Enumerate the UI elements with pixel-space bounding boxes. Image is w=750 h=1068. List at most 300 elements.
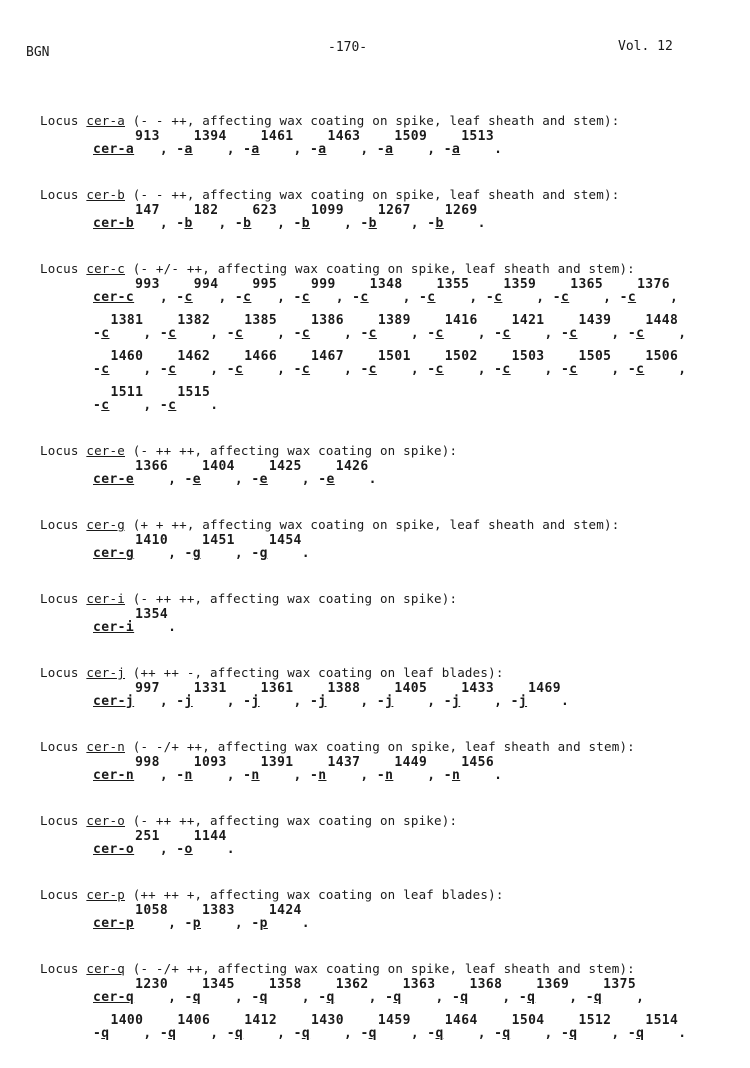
allele-number: 1386 (311, 313, 344, 328)
allele-separator: . (494, 768, 503, 783)
allele-separator: , -j (494, 694, 528, 709)
allele-number: 1437 (327, 755, 361, 770)
locus-description: (++ ++ +, affecting wax coating on leaf blades): (132, 887, 504, 902)
locus-name: cer-i (86, 591, 125, 606)
allele-number: 1365 (570, 277, 604, 292)
locus-name: cer-b (86, 187, 125, 202)
allele-letter: c (101, 326, 110, 341)
allele-separator: , -n (226, 768, 260, 783)
allele-number: 1144 (193, 829, 227, 844)
locus-description: (- - ++, affecting wax coating on spike, leaf sheath and stem): (132, 113, 620, 128)
allele-letter: e (259, 472, 268, 487)
allele-number: 1509 (394, 129, 428, 144)
allele-number: 1093 (193, 755, 227, 770)
allele-number: 1230 (135, 977, 169, 992)
allele-letter: c (435, 326, 444, 341)
allele-letter: c (427, 290, 436, 305)
allele-separator: , -n (159, 768, 193, 783)
allele-number: 1515 (177, 385, 211, 400)
allele-separator: , -c (477, 326, 511, 341)
gene-symbol: cer-c (93, 290, 135, 305)
allele-list (40, 607, 740, 646)
locus-word: Locus (40, 813, 87, 828)
allele-number: 1421 (511, 313, 545, 328)
allele-separator: , -b (410, 216, 444, 231)
allele-number: 1454 (268, 533, 302, 548)
allele-number: 147 (135, 203, 160, 218)
allele-number: 1058 (135, 903, 169, 918)
allele-letter: c (636, 362, 645, 377)
allele-number: 995 (252, 277, 278, 292)
allele-number: 1406 (177, 1013, 211, 1028)
locus-description: (++ ++ -, affecting wax coating on leaf blades): (132, 665, 504, 680)
allele-letter: c (101, 398, 110, 413)
allele-separator: , -c (277, 326, 311, 341)
locus-description: (- ++ ++, affecting wax coating on spike): (132, 443, 458, 458)
allele-number: 1376 (637, 277, 670, 292)
allele-number: 997 (135, 681, 160, 696)
allele-separator: , -a (360, 142, 394, 157)
gene-symbol: cer-j (93, 694, 135, 709)
allele-number: 1389 (377, 313, 411, 328)
allele-list (40, 755, 740, 794)
allele-letter: q (569, 1026, 578, 1041)
volume-label: Vol. 12 (618, 39, 673, 54)
allele-separator: . (226, 842, 235, 857)
allele-number: 1503 (511, 349, 545, 364)
allele-separator: , -e (301, 472, 335, 487)
allele-number: 1391 (260, 755, 294, 770)
allele-number: 1505 (578, 349, 612, 364)
allele-list (40, 349, 740, 388)
allele-list (40, 533, 740, 572)
page-number: -170- (328, 40, 368, 55)
allele-letter: n (184, 768, 193, 783)
allele-number: 1331 (193, 681, 227, 696)
allele-separator: , -c (477, 362, 511, 377)
allele-number: 1358 (268, 977, 302, 992)
allele-letter: c (636, 326, 645, 341)
allele-letter: b (301, 216, 311, 231)
allele-number: 1448 (645, 313, 679, 328)
allele-number: 1460 (110, 349, 144, 364)
allele-letter: n (385, 768, 394, 783)
allele-separator: , -c (603, 290, 637, 305)
allele-separator: , -c (536, 290, 570, 305)
allele-separator: , -q (343, 1026, 377, 1041)
locus-block-cer-g (40, 514, 740, 572)
allele-separator: -q (93, 1026, 110, 1041)
allele-number: 913 (135, 129, 160, 144)
allele-number: 999 (311, 277, 336, 292)
allele-number: 1382 (177, 313, 211, 328)
locus-name: cer-g (86, 517, 125, 532)
allele-letter: c (301, 290, 311, 305)
allele-separator: , -c (611, 326, 645, 341)
allele-separator: , -c (343, 362, 377, 377)
allele-letter: j (385, 694, 394, 709)
allele-list (40, 459, 740, 498)
allele-list (40, 203, 740, 242)
allele-separator: , -q (477, 1026, 511, 1041)
allele-letter: q (368, 1026, 377, 1041)
allele-letter: p (192, 916, 201, 931)
allele-number: 1451 (202, 533, 235, 548)
allele-number: 1469 (528, 681, 561, 696)
allele-letter: j (451, 694, 461, 709)
allele-separator: , -q (544, 1026, 578, 1041)
locus-name: cer-e (86, 443, 125, 458)
allele-separator: , -n (427, 768, 461, 783)
allele-separator: , -o (159, 842, 193, 857)
allele-separator: , -c (159, 290, 193, 305)
gene-symbol: cer-a (93, 142, 135, 157)
allele-letter: b (243, 216, 252, 231)
allele-letter: g (192, 546, 201, 561)
allele-separator: , -j (427, 694, 461, 709)
allele-list (40, 977, 740, 1016)
allele-separator: , (636, 990, 645, 1005)
allele-separator: , (670, 290, 679, 305)
allele-number: 1355 (436, 277, 470, 292)
allele-number: 1369 (536, 977, 570, 992)
allele-separator: , -a (159, 142, 193, 157)
allele-separator: , -c (611, 362, 645, 377)
allele-letter: c (168, 326, 177, 341)
allele-letter: o (184, 842, 193, 857)
allele-separator: , -j (226, 694, 260, 709)
allele-letter: c (560, 290, 570, 305)
allele-separator: , -q (234, 990, 268, 1005)
allele-letter: c (184, 290, 193, 305)
allele-number: 1400 (110, 1013, 144, 1028)
allele-number: 1345 (202, 977, 235, 992)
allele-separator: , -q (277, 1026, 311, 1041)
allele-letter: c (301, 326, 311, 341)
allele-letter: c (494, 290, 503, 305)
allele-letter: a (385, 142, 394, 157)
allele-list (40, 385, 740, 424)
allele-separator: , -c (210, 362, 244, 377)
allele-separator: , -a (293, 142, 327, 157)
page-header (0, 40, 750, 60)
allele-letter: n (451, 768, 461, 783)
locus-word: Locus (40, 739, 87, 754)
allele-separator: . (301, 546, 311, 561)
allele-separator: , -j (159, 694, 193, 709)
locus-name: cer-a (86, 113, 125, 128)
allele-number: 1462 (177, 349, 211, 364)
allele-number: 1388 (327, 681, 361, 696)
allele-list (40, 277, 740, 316)
allele-number: 1359 (503, 277, 537, 292)
locus-block-cer-a (40, 110, 740, 168)
allele-separator: . (301, 916, 311, 931)
allele-number: 1383 (202, 903, 235, 918)
allele-number: 1426 (335, 459, 369, 474)
locus-name: cer-c (86, 261, 125, 276)
locus-block-cer-p (40, 884, 740, 942)
allele-letter: p (259, 916, 268, 931)
allele-separator: , -c (343, 326, 377, 341)
allele-number: 1425 (268, 459, 302, 474)
allele-letter: g (259, 546, 268, 561)
allele-number: 182 (193, 203, 219, 218)
locus-word: Locus (40, 187, 87, 202)
gene-symbol: cer-n (93, 768, 135, 783)
allele-number: 1511 (110, 385, 144, 400)
allele-number: 1502 (444, 349, 478, 364)
locus-list (40, 110, 740, 1068)
allele-number: 1513 (461, 129, 495, 144)
locus-block-cer-q (40, 958, 740, 1052)
allele-separator: , -c (469, 290, 503, 305)
allele-letter: c (243, 290, 252, 305)
allele-letter: q (636, 1026, 645, 1041)
locus-name: cer-n (86, 739, 125, 754)
allele-number: 1464 (444, 1013, 478, 1028)
allele-letter: b (184, 216, 193, 231)
allele-number: 1424 (268, 903, 302, 918)
allele-letter: q (527, 990, 536, 1005)
gene-symbol: cer-o (93, 842, 135, 857)
allele-separator: , -e (234, 472, 268, 487)
allele-letter: c (502, 326, 511, 341)
allele-number: 1375 (603, 977, 637, 992)
allele-letter: j (318, 694, 327, 709)
gene-symbol: cer-e (93, 472, 135, 487)
allele-number: 1430 (311, 1013, 344, 1028)
allele-number: 1506 (645, 349, 679, 364)
allele-list (40, 829, 740, 868)
locus-block-cer-n (40, 736, 740, 794)
gene-symbol: cer-b (93, 216, 135, 231)
allele-number: 1439 (578, 313, 612, 328)
allele-letter: n (251, 768, 260, 783)
allele-letter: c (368, 362, 377, 377)
allele-separator: , -p (168, 916, 201, 931)
allele-separator: . (210, 398, 219, 413)
allele-number: 1456 (461, 755, 495, 770)
allele-number: 1466 (244, 349, 278, 364)
locus-word: Locus (40, 591, 87, 606)
allele-letter: c (360, 290, 369, 305)
allele-separator: , -g (234, 546, 268, 561)
allele-separator: , -q (611, 1026, 645, 1041)
allele-separator: . (678, 1026, 687, 1041)
allele-letter: a (451, 142, 461, 157)
locus-word: Locus (40, 443, 87, 458)
allele-number: 1363 (402, 977, 436, 992)
allele-number: 1404 (202, 459, 235, 474)
gene-symbol: cer-g (93, 546, 135, 561)
allele-number: 1361 (260, 681, 294, 696)
allele-separator: , -c (277, 290, 311, 305)
allele-separator: , -c (410, 362, 444, 377)
allele-letter: c (368, 326, 377, 341)
gene-symbol: cer-q (93, 990, 135, 1005)
allele-list (40, 903, 740, 942)
allele-number: 1504 (511, 1013, 545, 1028)
allele-letter: c (502, 362, 511, 377)
allele-letter: j (251, 694, 260, 709)
allele-separator: , -q (435, 990, 469, 1005)
allele-separator: , -c (544, 326, 578, 341)
allele-letter: b (368, 216, 377, 231)
allele-number: 1410 (135, 533, 169, 548)
allele-number: 1433 (461, 681, 495, 696)
locus-name: cer-p (86, 887, 125, 902)
locus-block-cer-o (40, 810, 740, 868)
locus-block-cer-c (40, 258, 740, 424)
locus-block-cer-i (40, 588, 740, 646)
allele-number: 1514 (645, 1013, 679, 1028)
allele-number: 1394 (193, 129, 227, 144)
allele-separator: , -c (402, 290, 436, 305)
allele-letter: c (435, 362, 444, 377)
allele-separator: , -b (159, 216, 193, 231)
allele-separator: , -c (143, 362, 177, 377)
locus-description: (- -/+ ++, affecting wax coating on spike, leaf sheath and stem): (132, 961, 635, 976)
locus-description: (- ++ ++, affecting wax coating on spike): (132, 591, 458, 606)
allele-list (40, 313, 740, 352)
allele-separator: , -p (234, 916, 268, 931)
allele-letter: e (326, 472, 335, 487)
allele-separator: , -q (210, 1026, 244, 1041)
allele-separator: , -c (335, 290, 369, 305)
allele-number: 251 (135, 829, 160, 844)
locus-block-cer-b (40, 184, 740, 242)
allele-letter: q (301, 1026, 311, 1041)
allele-letter: q (234, 1026, 244, 1041)
allele-separator: , -n (293, 768, 327, 783)
allele-separator: , -j (360, 694, 394, 709)
allele-separator: , -q (410, 1026, 444, 1041)
allele-number: 1348 (369, 277, 403, 292)
allele-letter: q (101, 1026, 110, 1041)
allele-letter: q (435, 1026, 444, 1041)
allele-number: 1354 (135, 607, 169, 622)
allele-letter: j (184, 694, 193, 709)
locus-description: (- ++ ++, affecting wax coating on spike): (132, 813, 458, 828)
locus-word: Locus (40, 261, 87, 276)
allele-number: 1099 (311, 203, 344, 218)
locus-name: cer-j (86, 665, 125, 680)
locus-description: (- - ++, affecting wax coating on spike, leaf sheath and stem): (132, 187, 620, 202)
locus-word: Locus (40, 665, 87, 680)
allele-letter: q (192, 990, 201, 1005)
allele-list (40, 1013, 740, 1052)
allele-separator: , -b (343, 216, 377, 231)
allele-list (40, 129, 740, 168)
locus-name: cer-o (86, 813, 125, 828)
allele-letter: c (234, 362, 244, 377)
allele-letter: c (301, 362, 311, 377)
allele-number: 1416 (444, 313, 478, 328)
allele-separator: , -c (143, 398, 177, 413)
allele-number: 1501 (377, 349, 411, 364)
allele-letter: n (318, 768, 327, 783)
allele-separator: , -c (143, 326, 177, 341)
locus-description: (- +/- ++, affecting wax coating on spike, leaf sheath and stem): (132, 261, 635, 276)
allele-separator: -c (93, 326, 110, 341)
allele-number: 1512 (578, 1013, 612, 1028)
allele-separator: -c (93, 362, 110, 377)
allele-separator: , -c (410, 326, 444, 341)
locus-word: Locus (40, 517, 87, 532)
allele-number: 1269 (444, 203, 478, 218)
locus-name: cer-q (86, 961, 125, 976)
allele-letter: c (569, 326, 578, 341)
allele-separator: , -e (168, 472, 201, 487)
allele-separator: . (494, 142, 503, 157)
allele-separator: , -c (210, 326, 244, 341)
allele-separator: -c (93, 398, 110, 413)
allele-letter: q (502, 1026, 511, 1041)
journal-abbrev: BGN (26, 45, 50, 60)
allele-number: 1459 (377, 1013, 411, 1028)
allele-number: 1463 (327, 129, 361, 144)
allele-separator: , -c (277, 362, 311, 377)
allele-letter: c (627, 290, 637, 305)
allele-separator: , -c (218, 290, 252, 305)
allele-separator: , -n (360, 768, 394, 783)
allele-number: 1366 (135, 459, 169, 474)
locus-word: Locus (40, 887, 87, 902)
gene-symbol: cer-p (93, 916, 135, 931)
allele-letter: a (318, 142, 327, 157)
allele-letter: c (168, 398, 177, 413)
allele-number: 1267 (377, 203, 411, 218)
locus-block-cer-j (40, 662, 740, 720)
allele-separator: , -q (368, 990, 402, 1005)
allele-number: 993 (135, 277, 160, 292)
allele-number: 1449 (394, 755, 428, 770)
allele-separator: , -j (293, 694, 327, 709)
allele-separator: , (678, 362, 687, 377)
allele-number: 1461 (260, 129, 294, 144)
allele-letter: q (460, 990, 469, 1005)
allele-separator: , -a (427, 142, 461, 157)
allele-letter: c (101, 362, 110, 377)
allele-number: 1368 (469, 977, 503, 992)
allele-separator: . (168, 620, 177, 635)
allele-separator: , -g (168, 546, 201, 561)
allele-letter: c (569, 362, 578, 377)
allele-letter: q (393, 990, 402, 1005)
allele-letter: q (326, 990, 335, 1005)
allele-number: 1412 (244, 1013, 278, 1028)
allele-letter: b (435, 216, 444, 231)
allele-letter: c (168, 362, 177, 377)
allele-letter: e (192, 472, 201, 487)
allele-letter: q (593, 990, 603, 1005)
allele-separator: . (560, 694, 570, 709)
allele-letter: j (518, 694, 528, 709)
allele-separator: , -q (143, 1026, 177, 1041)
allele-number: 994 (193, 277, 219, 292)
allele-separator: , -q (301, 990, 335, 1005)
locus-block-cer-e (40, 440, 740, 498)
locus-description: (- -/+ ++, affecting wax coating on spike, leaf sheath and stem): (132, 739, 635, 754)
locus-word: Locus (40, 961, 87, 976)
gene-symbol: cer-i (93, 620, 135, 635)
allele-separator: . (477, 216, 486, 231)
allele-number: 998 (135, 755, 160, 770)
allele-separator: , -b (218, 216, 252, 231)
allele-number: 1467 (311, 349, 344, 364)
allele-letter: a (184, 142, 193, 157)
